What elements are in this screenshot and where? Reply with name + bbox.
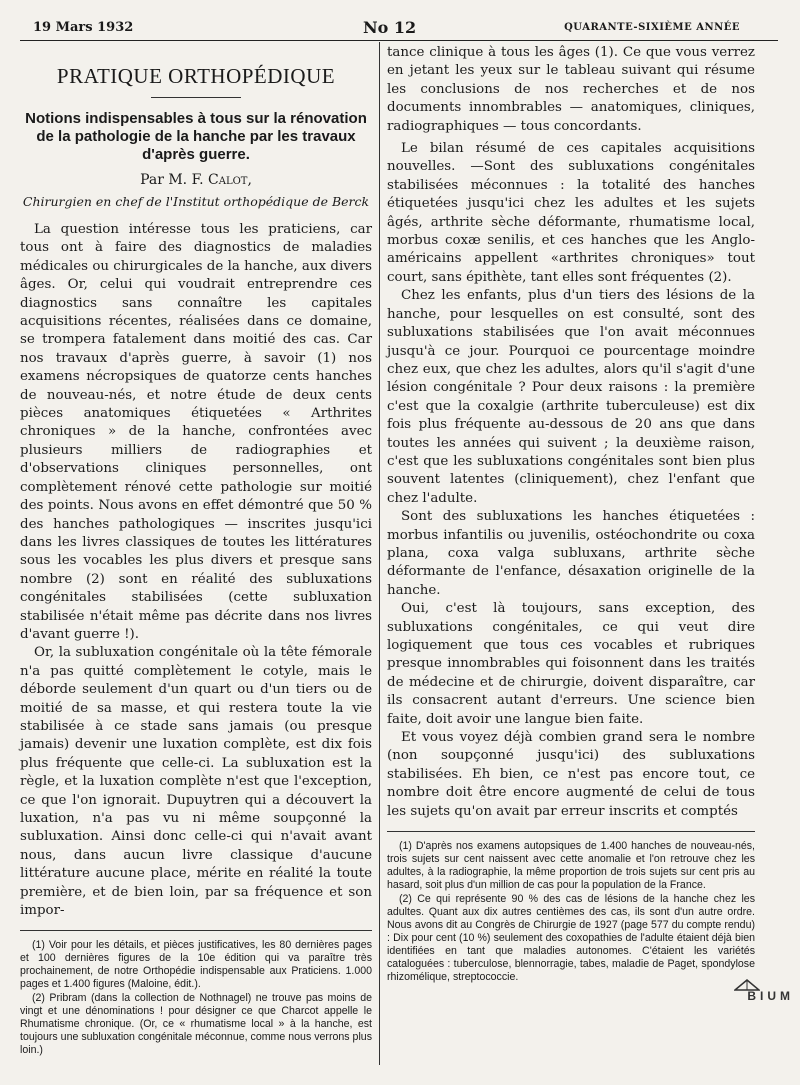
body-paragraph: Sont des subluxations les hanches étiquetées : morbus infantilis ou juvenilis, ostéochondrite ou coxa plana, coxa valga subluxans, arthrite sèche déformante de l'enfance, désaxation originelle de la hanche.: [387, 509, 755, 598]
footnote-rule: [387, 831, 755, 832]
section-title: PRATIQUE ORTHOPÉDIQUE: [56, 64, 336, 88]
footnote: (2) Pribram (dans la collection de Nothnagel) ne trouve pas moins de vingt et une dénominations ! pour désigner ce que Charcot appelle le Rhumatisme chronique. (Or, ce « rhumatisme local » à la hanche, est toujours une subluxation congénitale méconnue, comme nous verrons plus loin.): [20, 992, 372, 1057]
author-affiliation: Chirurgien en chef de l'Institut orthopédique de Berck: [22, 194, 370, 209]
right-column: [387, 44, 755, 1075]
issue-date: 19 Mars 1932: [33, 20, 134, 35]
left-column: [20, 44, 372, 1075]
footnote: (1) D'après nos examens autopsiques de 1.400 hanches de nouveau-nés, trois sujets sur cent naissent avec cette anomalie et l'on retrouve chez les adultes, à la radiographie, la même proportion de trois sujets sur cent pris au hasard, soit plus d'un million de cas pour la population de la France.: [387, 840, 755, 892]
footnote: (1) Voir pour les détails, et pièces justificatives, les 80 dernières pages et 100 dernières figures de la 10e édition qui va paraître très prochainement, de notre Orthopédie indispensable aux Praticiens. 1.000 pages et 1.400 figures (Maloine, édit.).: [20, 939, 372, 991]
column-divider: [379, 42, 380, 1065]
author-name: Calot,: [208, 172, 252, 188]
byline: [20, 172, 372, 188]
body-paragraph: Chez les enfants, plus d'un tiers des lésions de la hanche, pour lesquelles on est consulté, sont des subluxations stabilisées que l'on avait méconnues jusqu'à ce jour. Pourquoi ce pourcentage moindre chez eux, que chez les adultes, alors qu'il s'agit d'une lésion congénitale ? Pour deux raisons : la première c'est que la coxalgie (arthrite tuberculeuse) est dix fois plus fréquente au-dessous de 20 ans que dans toutes les années qui suivent ; la deuxième raison, c'est que les subluxations congénitales sont bien plus souvent latentes (cliniquement), chez l'enfant que chez l'adulte.: [387, 288, 755, 506]
article-title: Notions indispensables à tous sur la rénovation de la pathologie de la hanche par les travaux d'après guerre.: [25, 110, 367, 163]
body-paragraph: tance clinique à tous les âges (1). Ce que vous verrez en jetant les yeux sur le tableau suivant qui résume les conclusions de nos recherches et de nos documents innombrables — anatomiques, cliniques, radiographiques — tous concordants.: [387, 45, 755, 134]
issue-number: No 12: [363, 18, 417, 37]
library-watermark: BIUM: [747, 989, 794, 1003]
page-header: [33, 20, 740, 40]
footnote: (2) Ce qui représente 90 % des cas de lésions de la hanche chez les adultes. Quant aux dix autres centièmes des cas, ils sont d'un autre ordre. Nous avons dit au Congrès de Chirurgie de 1927 (page 577 du compte rendu) : Dix pour cent (10 %) seulement des coxopathies de l'adulte étaient déjà bien identifiées en tant que maladies autonomes. C'étaient les variétés cataloguées : tuberculose, blennorragie, tabes, maladie de Paget, spondylose rhizomélique, streptococcie.: [387, 893, 755, 984]
body-paragraph: Or, la subluxation congénitale où la tête fémorale n'a pas quitté complètement le cotyle, mais le déborde seulement d'un quart ou d'un tiers ou de moitié de sa masse, et qui restera toute la vie stabilisée à ce stade sans jamais (ou presque jamais) devenir une luxation complète, est dix fois plus fréquente que celle-ci. La subluxation est la règle, et la luxation complète n'est que l'exception, ce que l'on ignorait. Dupuytren qui a découvert la luxation, n'a pas vu ni même soupçonné la subluxation. Ainsi donc celle-ci qui n'avait avant nous, dans aucun livre classique d'aucune littérature aucune place, mérite en réalité la toute première, et de bien loin, par sa fréquence et son impor-: [20, 645, 372, 919]
body-paragraph: La question intéresse tous les praticiens, car tous ont à faire des diagnostics de maladies médicales ou chirurgicales de la hanche, aux divers âges. Or, celui qui voudrait entreprendre ces diagnostics sans connaître les capitales acquisitions récentes, réalisées dans ce domaine, se trompera fatalement dans moitié des cas. Car nos travaux d'après guerre, à savoir (1) nos examens nécropsiques de quatorze cents hanches de nouveau-nés, et notre étude de deux cents pièces anatomiques étiquetées « Arthrites chroniques » de la hanche, confrontées avec plusieurs milliers de radiographies et d'observations cliniques personnelles, ont complètement rénové cette pathologie sur moitié des points. Nous avons en effet démontré que 50 % des hanches pathologiques — inscrites jusqu'ici dans les livres classiques de toutes les littératures sous les vocables les plus divers et presque sans nombre (2) sont en réalité des subluxations congénitales stabilisées (cette subluxation stabilisée n'était même pas décrite dans nos livres d'avant guerre !).: [20, 222, 372, 642]
header-rule: [20, 40, 778, 41]
body-paragraph: Oui, c'est là toujours, sans exception, des subluxations congénitales, ce qui veut dire logiquement que tous ces vocables et rubriques presque innombrables qui foisonnent dans les traités de médecine et de chirurgie, doivent disparaître, car ils consacrent autant d'erreurs. Une science bien faite, doit avoir une langue bien faite.: [387, 601, 755, 727]
publication-year: QUARANTE-SIXIÈME ANNÉE: [564, 22, 740, 33]
body-paragraph: Le bilan résumé de ces capitales acquisitions nouvelles. —Sont des subluxations congénitales stabilisées méconnues : la totalité des hanches étiquetées jusqu'ici chez les adultes et les sujets âgés, arthrite sèche déformante, rhumatisme local, morbus coxæ senilis, et ces hanches que les Anglo-américains appellent «arthrites chroniques» tout court, sans épithète, tant elles sont fréquentes (2).: [387, 141, 755, 285]
byline-prefix: Par M. F.: [140, 172, 204, 188]
footnote-rule: [20, 930, 372, 931]
title-rule: [151, 97, 241, 98]
body-paragraph: Et vous voyez déjà combien grand sera le nombre (non soupçonné jusqu'ici) des subluxations stabilisées. Eh bien, ce n'est pas encore tout, ce nombre doit être encore augmenté de celui de tous les sujets qu'on avait par erreur inscrits et comptés: [387, 730, 755, 819]
